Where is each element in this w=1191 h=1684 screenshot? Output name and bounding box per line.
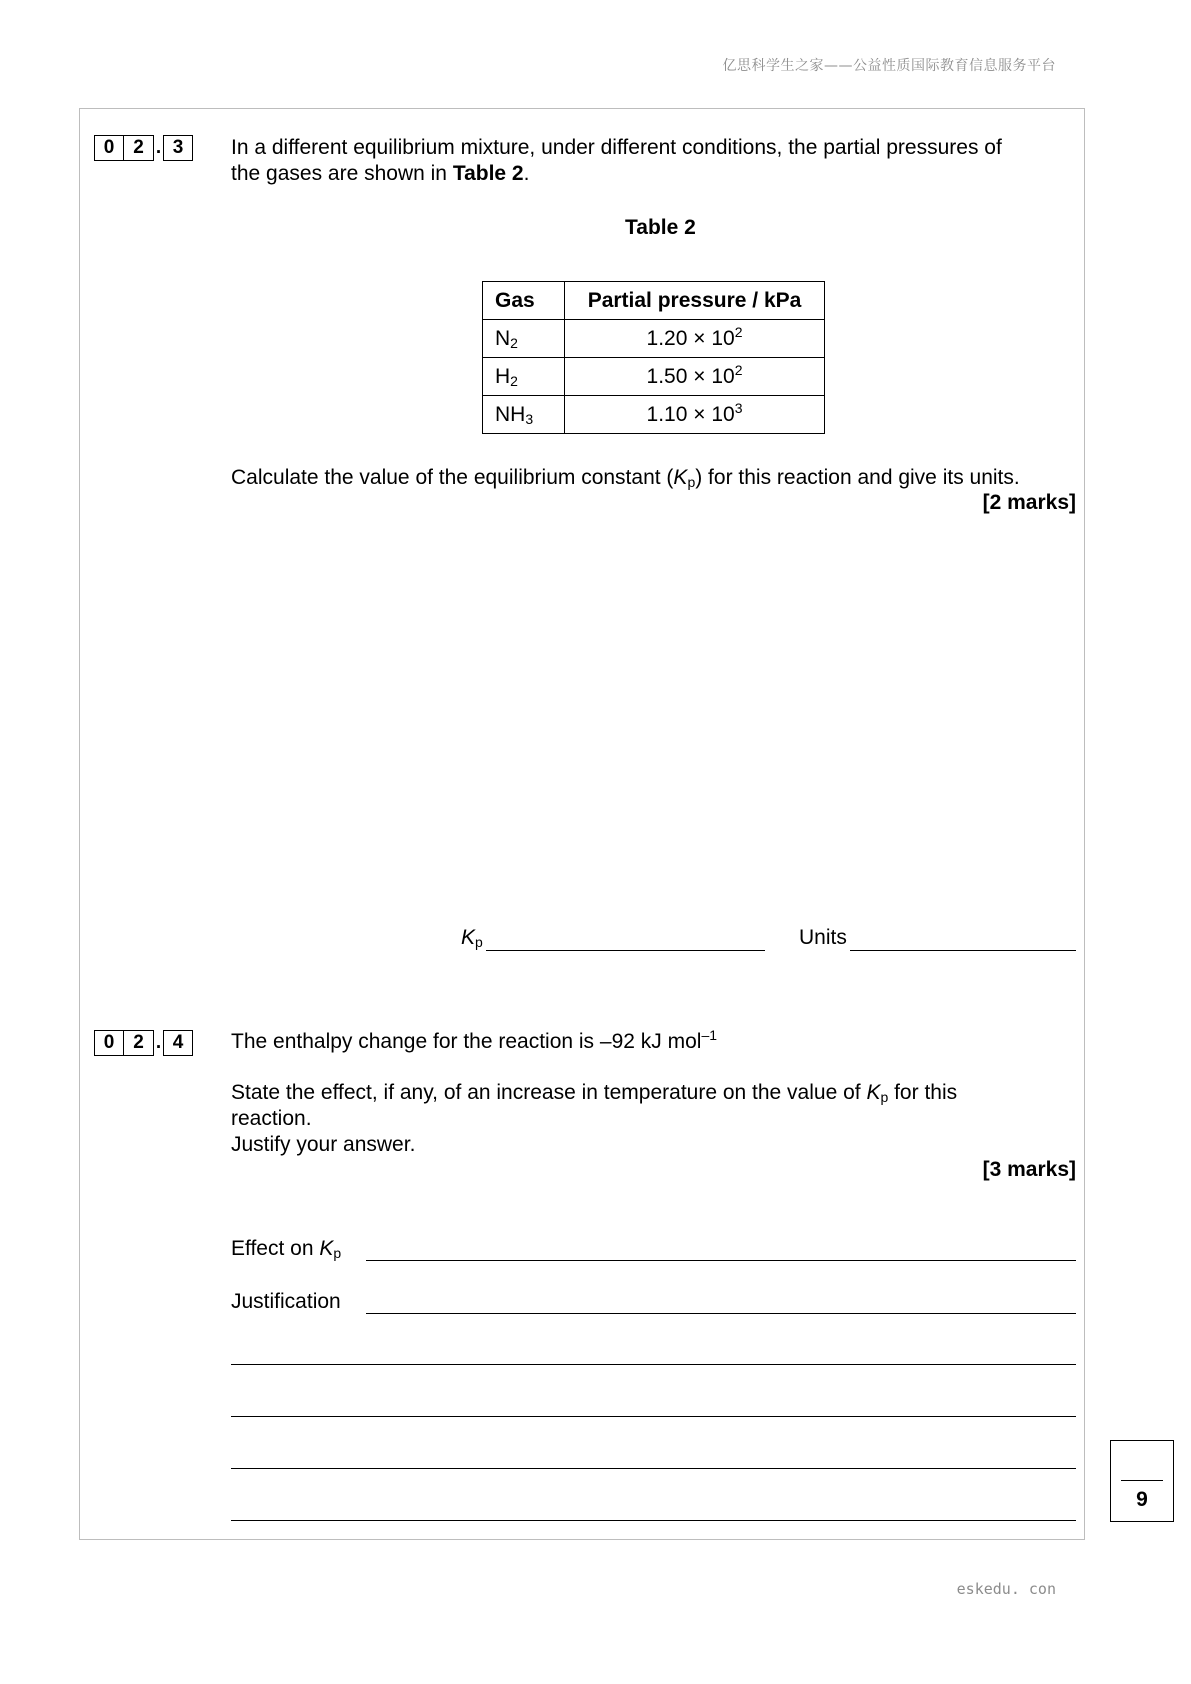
score-total: 9 bbox=[1136, 1488, 1148, 1511]
table-row bbox=[483, 358, 825, 396]
table-title: Table 2 bbox=[625, 216, 696, 239]
score-box bbox=[1110, 1440, 1174, 1522]
q024-instruction-line3: Justify your answer. bbox=[231, 1133, 416, 1156]
effect-answer-line[interactable] bbox=[366, 1260, 1076, 1261]
q024-instruction bbox=[231, 1080, 957, 1158]
partial-pressure-table bbox=[482, 281, 825, 434]
table-header-pressure: Partial pressure / kPa bbox=[565, 282, 825, 320]
table-row bbox=[483, 320, 825, 358]
pressure-cell: $1.50 \times 10^2$ bbox=[565, 358, 825, 396]
q024-instruction-line2: reaction. bbox=[231, 1107, 312, 1130]
qnum-digit: 2 bbox=[124, 1030, 154, 1056]
units-answer-line[interactable] bbox=[850, 950, 1076, 951]
qnum-digit: 2 bbox=[124, 135, 154, 161]
gas-cell: $H_2$ bbox=[483, 358, 565, 396]
footer-watermark: eskedu. con bbox=[956, 1580, 1056, 1598]
q023-marks: [2 marks] bbox=[982, 491, 1076, 514]
table-header-gas: Gas bbox=[483, 282, 565, 320]
pressure-cell: $1.20 \times 10^2$ bbox=[565, 320, 825, 358]
header-watermark: 亿思科学生之家——公益性质国际教育信息服务平台 bbox=[722, 58, 1056, 74]
answer-line[interactable] bbox=[231, 1416, 1076, 1417]
q024-marks: [3 marks] bbox=[982, 1158, 1076, 1181]
q023-intro-line2: the gases are shown in Table 2. bbox=[231, 162, 530, 185]
units-answer-label: Units bbox=[799, 926, 847, 949]
qnum-digit: 0 bbox=[94, 1030, 124, 1056]
pressure-cell: $1.10 \times 10^3$ bbox=[565, 396, 825, 434]
q024-instruction-line1: State the effect, if any, of an increase in temperature on the value of $K_p$ for this bbox=[231, 1081, 958, 1105]
justification-answer-line[interactable] bbox=[366, 1313, 1076, 1314]
answer-line[interactable] bbox=[231, 1520, 1076, 1521]
kp-answer-label: $K_p$ bbox=[461, 926, 483, 950]
question-number-023 bbox=[94, 135, 193, 161]
q023-calc-instruction: Calculate the value of the equilibrium constant $(K_p)$ for this reaction and give its units. bbox=[231, 466, 1020, 490]
qnum-separator: . bbox=[155, 137, 162, 158]
q023-intro bbox=[231, 135, 1002, 187]
qnum-separator: . bbox=[155, 1032, 162, 1053]
score-blank-line bbox=[1121, 1480, 1163, 1481]
table-row bbox=[483, 396, 825, 434]
qnum-digit: 0 bbox=[94, 135, 124, 161]
answer-line[interactable] bbox=[231, 1364, 1076, 1365]
kp-answer-line[interactable] bbox=[486, 950, 765, 951]
qnum-digit: 4 bbox=[163, 1030, 193, 1056]
effect-label: Effect on $K_p$ bbox=[231, 1237, 342, 1261]
answer-line[interactable] bbox=[231, 1468, 1076, 1469]
q024-enthalpy-statement: The enthalpy change for the reaction is –92 kJ mol$^{-1}$ bbox=[231, 1027, 718, 1053]
table-header-row bbox=[483, 282, 825, 320]
question-number-024 bbox=[94, 1030, 193, 1056]
q023-intro-line1: In a different equilibrium mixture, under different conditions, the partial pressures of bbox=[231, 136, 1002, 159]
gas-cell: $NH_3$ bbox=[483, 396, 565, 434]
qnum-digit: 3 bbox=[163, 135, 193, 161]
justification-label: Justification bbox=[231, 1290, 341, 1313]
gas-cell: $N_2$ bbox=[483, 320, 565, 358]
